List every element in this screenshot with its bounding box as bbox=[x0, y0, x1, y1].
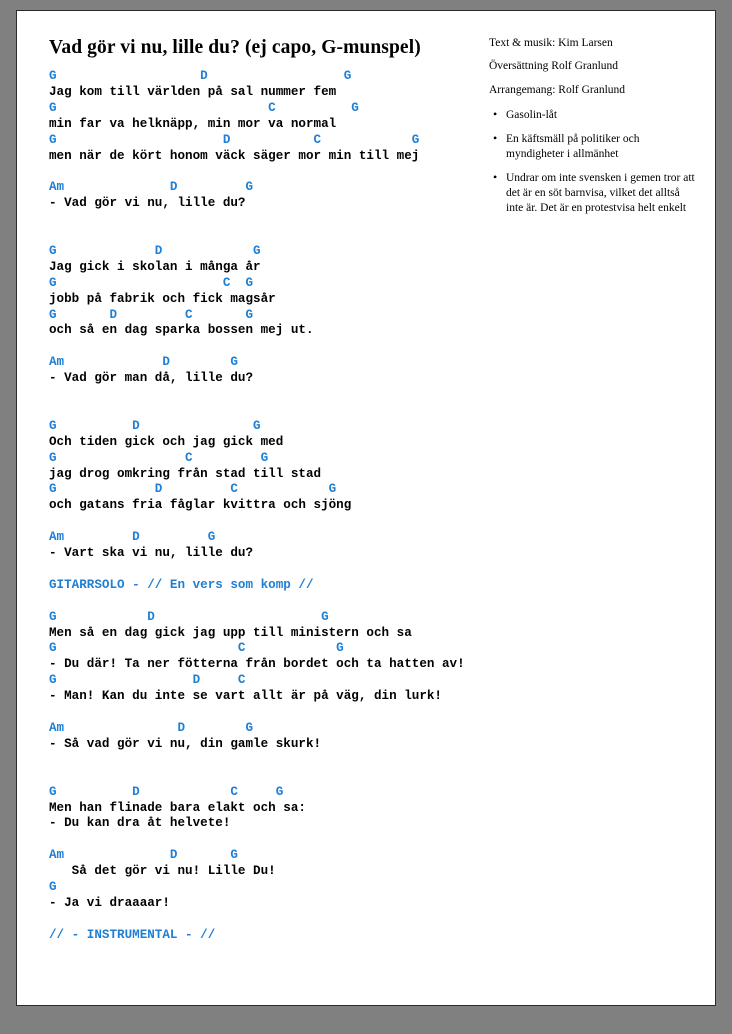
lyric-line: och så en dag sparka bossen mej ut. bbox=[49, 323, 314, 338]
chord-line: G D G bbox=[49, 609, 329, 624]
chord-line: G C G bbox=[49, 275, 254, 290]
page-title: Vad gör vi nu, lille du? (ej capo, G-munspel) bbox=[49, 37, 421, 58]
blank-line bbox=[49, 212, 499, 228]
chord-line: G D G bbox=[49, 69, 352, 83]
document-page bbox=[16, 10, 716, 1006]
lyric-line: och gatans fria fåglar kvittra och sjöng bbox=[49, 498, 352, 513]
section-marker: GITARRSOLO - // En vers som komp // bbox=[49, 577, 314, 592]
lyric-line: - Vad gör vi nu, lille du? bbox=[49, 196, 246, 211]
page-content bbox=[17, 11, 715, 954]
list-item: • Undrar om inte svensken i gemen tror att det är en söt barnvisa, vilket det alltså inte är. Det är en protestvisa helt enkelt bbox=[506, 171, 695, 216]
chord-line: G D C G bbox=[49, 132, 420, 147]
credit-arrangement: Arrangemang: Rolf Granlund bbox=[489, 83, 626, 96]
blank-line bbox=[49, 769, 499, 785]
blank-line bbox=[49, 228, 499, 244]
blank-line bbox=[49, 832, 499, 848]
chord-line: G D C G bbox=[49, 784, 284, 799]
blank-line bbox=[49, 912, 499, 928]
lyric-line: - Man! Kan du inte se vart allt är på väg, din lurk! bbox=[49, 689, 442, 704]
lyric-line: - Så vad gör vi nu, din gamle skurk! bbox=[49, 736, 322, 751]
chord-line: G C G bbox=[49, 100, 359, 115]
chord-line: G bbox=[49, 880, 57, 895]
blank-line bbox=[49, 562, 499, 578]
credit-notes-list bbox=[489, 108, 695, 216]
blank-line bbox=[49, 594, 499, 610]
lyric-line: Men så en dag gick jag upp till ministern och sa bbox=[49, 625, 412, 640]
chord-line: G D G bbox=[49, 418, 261, 433]
lyric-line: - Du där! Ta ner fötterna från bordet och ta hatten av! bbox=[49, 657, 465, 672]
list-item: • Gasolin-låt bbox=[506, 108, 695, 123]
blank-line bbox=[49, 514, 499, 530]
lyric-line: min far va helknäpp, min mor va normal bbox=[49, 116, 337, 131]
lyric-line: jobb på fabrik och fick magsår bbox=[49, 291, 276, 306]
lyric-line: Så det gör vi nu! Lille Du! bbox=[49, 864, 276, 879]
blank-line bbox=[49, 753, 499, 769]
song-body bbox=[49, 69, 499, 944]
credit-text-music: Text & musik: Kim Larsen bbox=[489, 37, 613, 49]
lyric-line: Jag kom till världen på sal nummer fem bbox=[49, 84, 337, 99]
lyric-line: jag drog omkring från stad till stad bbox=[49, 466, 322, 481]
chord-line: G D C bbox=[49, 673, 246, 688]
lyric-line: - Vad gör man då, lille du? bbox=[49, 371, 254, 386]
chord-line: Am D G bbox=[49, 180, 254, 195]
chord-line: Am D G bbox=[49, 355, 238, 370]
credit-translation: Översättning Rolf Granlund bbox=[489, 60, 619, 73]
section-marker: // - INSTRUMENTAL - // bbox=[49, 927, 216, 942]
credits-block bbox=[489, 35, 695, 225]
lyric-line: men när de kört honom väck säger mor min till mej bbox=[49, 148, 420, 163]
lyric-line: - Vart ska vi nu, lille du? bbox=[49, 546, 254, 561]
lyric-line: - Du kan dra åt helvete! bbox=[49, 816, 231, 831]
lyric-line: - Ja vi draaaar! bbox=[49, 895, 170, 910]
chord-line: G D G bbox=[49, 243, 261, 258]
chord-line: Am D G bbox=[49, 530, 216, 545]
blank-line bbox=[49, 164, 499, 180]
lyric-line: Och tiden gick och jag gick med bbox=[49, 434, 284, 449]
chord-line: G D C G bbox=[49, 482, 337, 497]
blank-line bbox=[49, 705, 499, 721]
blank-line bbox=[49, 403, 499, 419]
chord-line: Am D G bbox=[49, 848, 238, 863]
chord-line: G C G bbox=[49, 450, 269, 465]
lyric-line: Men han flinade bara elakt och sa: bbox=[49, 800, 306, 815]
list-item: • En käftsmäll på politiker och myndigheter i allmänhet bbox=[506, 132, 695, 162]
chord-line: Am D G bbox=[49, 721, 254, 735]
chord-line: G D C G bbox=[49, 307, 254, 322]
blank-line bbox=[49, 387, 499, 403]
lyric-line: Jag gick i skolan i många år bbox=[49, 259, 261, 274]
chord-line: G C G bbox=[49, 641, 344, 656]
blank-line bbox=[49, 339, 499, 355]
